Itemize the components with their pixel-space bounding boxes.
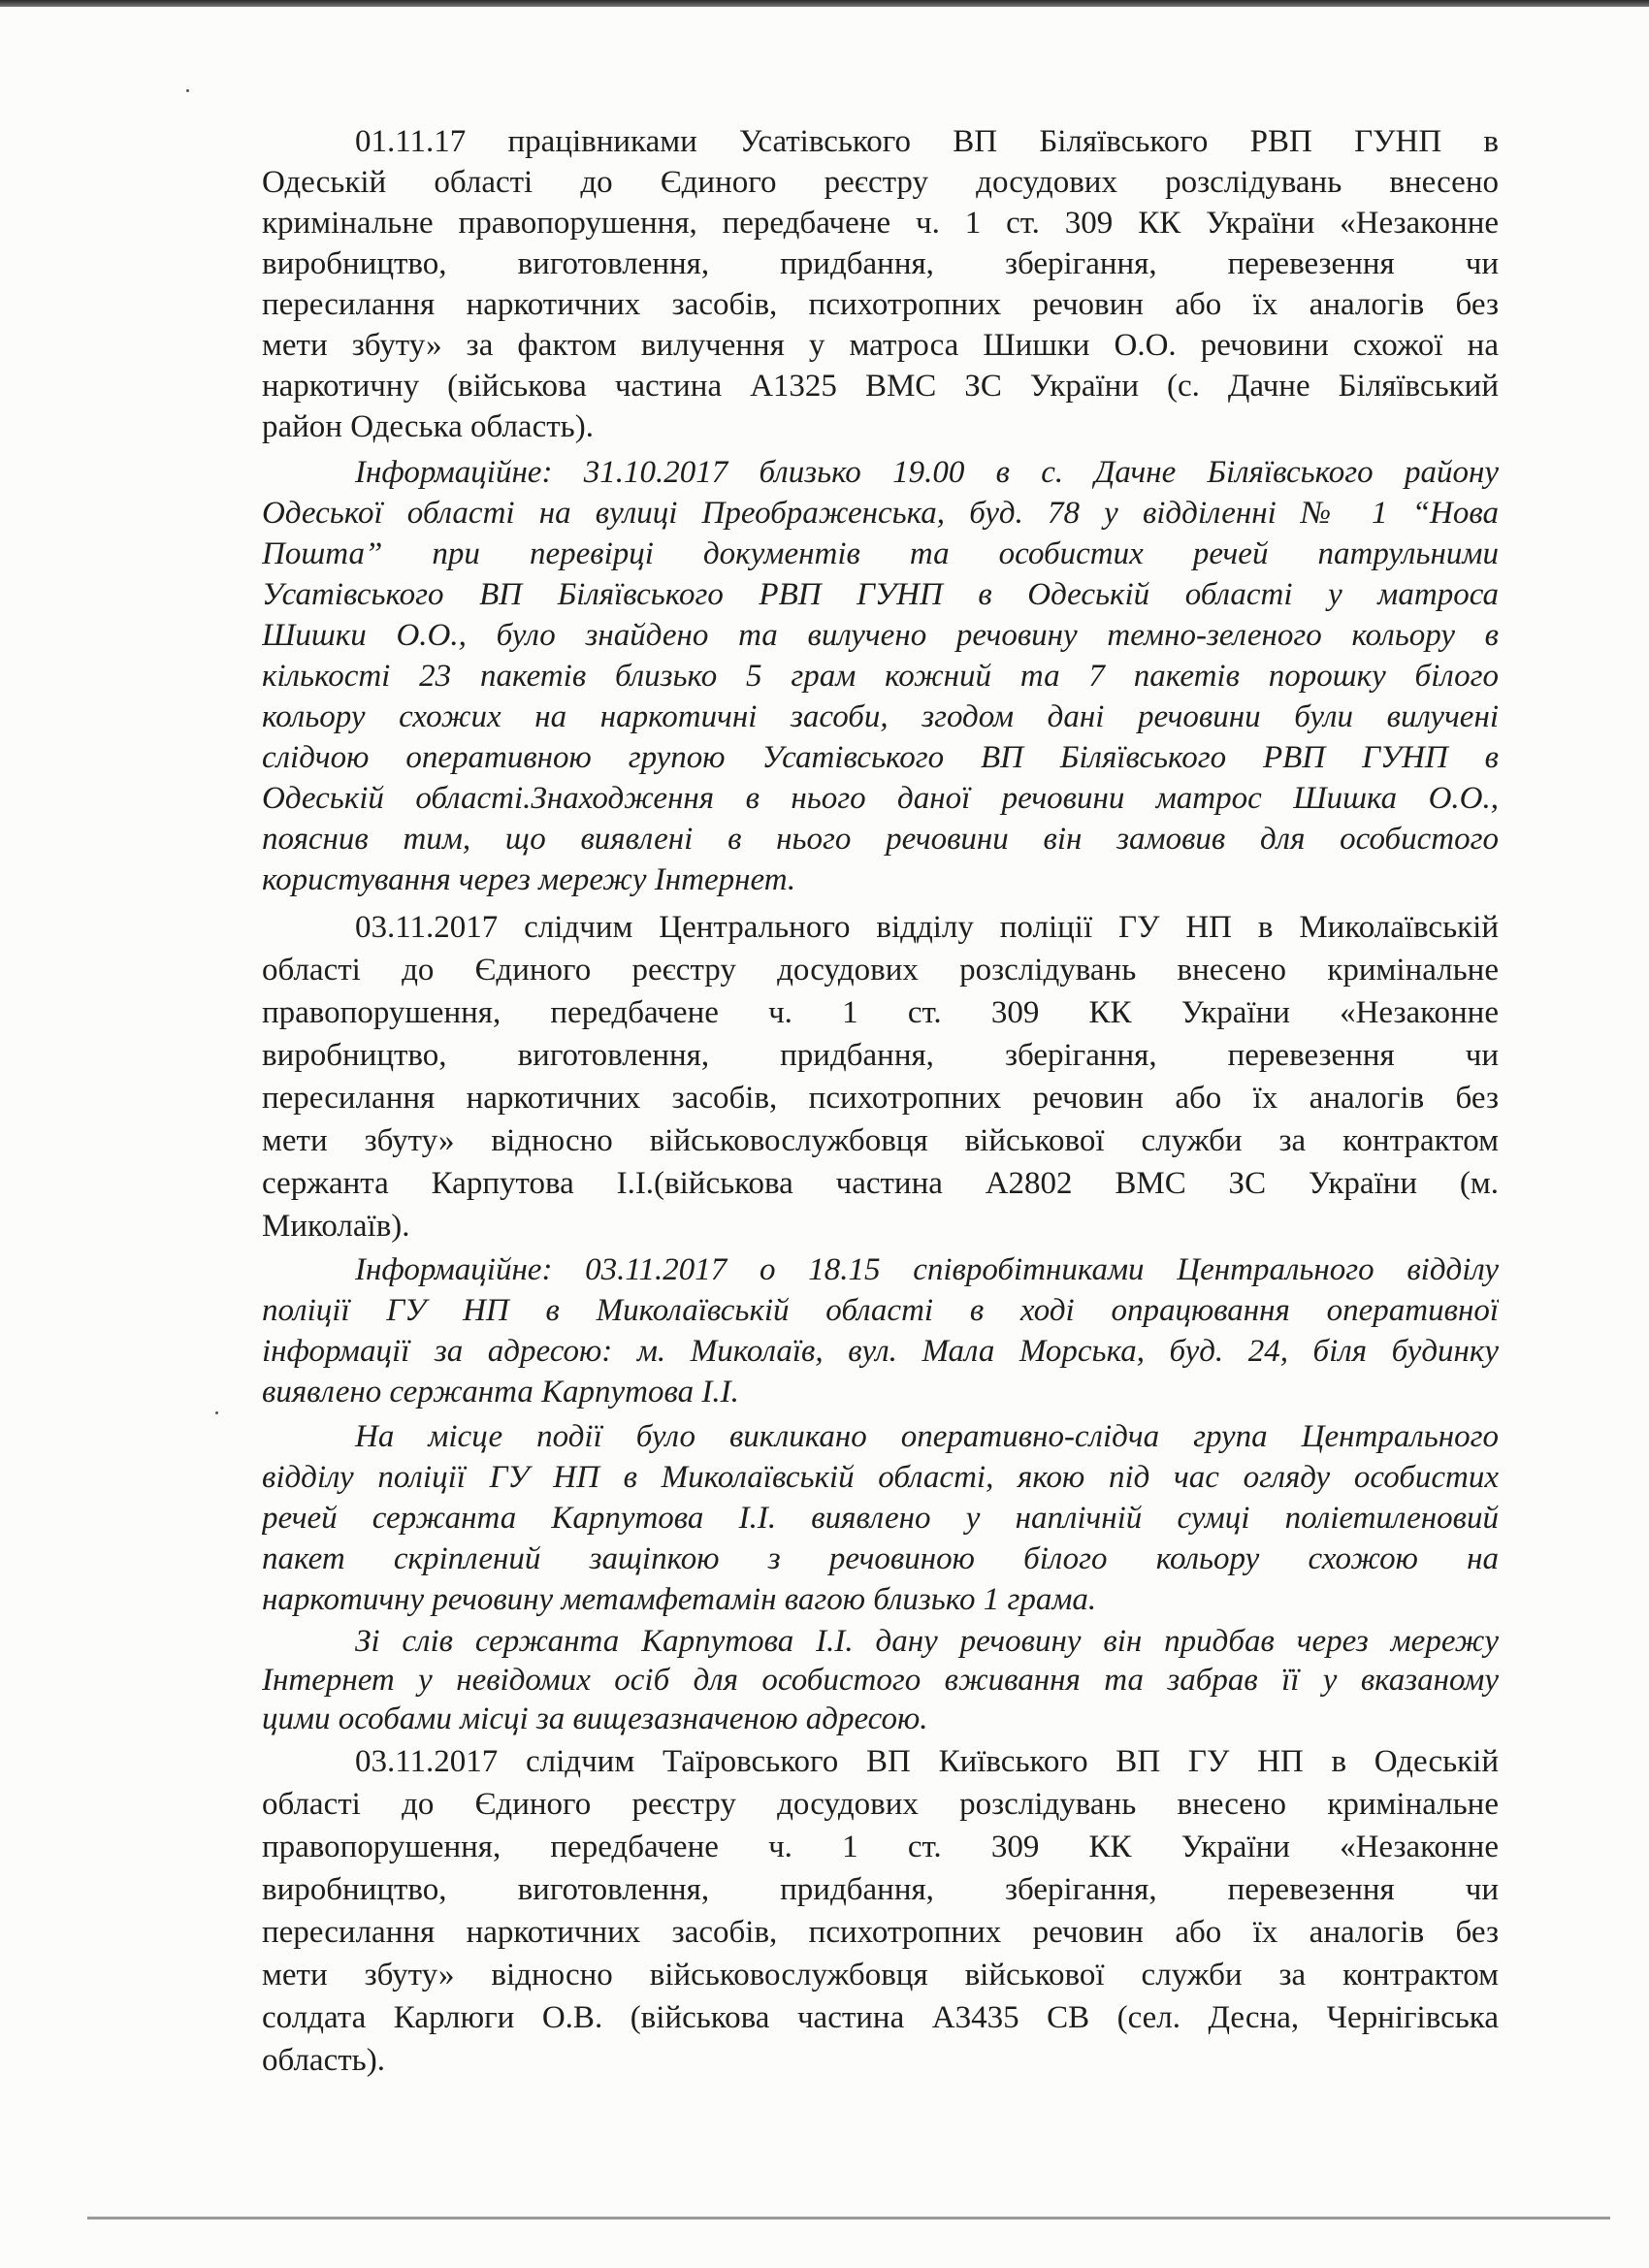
text-line: мети збуту» відносно військовослужбовця військової служби за контрактом <box>262 1958 1499 1993</box>
text-line: пересилання наркотичних засобів, психотропних речовин або їх аналогів без <box>262 1915 1499 1950</box>
text-line: речей сержанта Карпутова І.І. виявлено у наплічній сумці поліетиленовий <box>262 1501 1499 1536</box>
text-line: 01.11.17 працівниками Усатівського ВП Біляївського РВП ГУНП в <box>355 124 1499 159</box>
scan-speck <box>215 1411 218 1414</box>
text-line: слідчою оперативною групою Усатівського ВП Біляївського РВП ГУНП в <box>262 740 1499 775</box>
text-line: мети збуту» за фактом вилучення у матроса Шишки О.О. речовини схожої на <box>262 328 1499 363</box>
text-line: Інформаційне: 03.11.2017 о 18.15 співробітниками Центрального відділу <box>355 1252 1499 1287</box>
text-line: Одеської області на вулиці Преображенська, буд. 78 у відділенні № 1 “Нова <box>262 496 1499 531</box>
text-line: кримінальне правопорушення, передбачене ч. 1 ст. 309 КК України «Незаконне <box>262 206 1499 241</box>
text-line: область). <box>262 2043 385 2078</box>
text-line: Інтернет у невідомих осіб для особистого вживання та забрав її у вказаному <box>262 1663 1499 1698</box>
case-paragraph <box>262 1740 1499 2082</box>
text-line: 03.11.2017 слідчим Центрального відділу поліції ГУ НП в Миколаївській <box>355 910 1499 945</box>
text-line: поліції ГУ НП в Миколаївській області в ході опрацювання оперативної <box>262 1293 1499 1328</box>
text-line: наркотичну (військова частина А1325 ВМС ЗС України (с. Дачне Біляївський <box>262 369 1499 404</box>
info-paragraph <box>262 1622 1499 1738</box>
text-line: кількості 23 пакетів близько 5 грам кожний та 7 пакетів порошку білого <box>262 659 1499 694</box>
text-line: правопорушення, передбачене ч. 1 ст. 309 КК України «Незаконне <box>262 1830 1499 1864</box>
info-paragraph <box>262 1249 1499 1412</box>
text-line: пояснив тим, що виявлені в нього речовини він замовив для особистого <box>262 822 1499 857</box>
info-paragraph <box>262 452 1499 900</box>
text-line: області до Єдиного реєстру досудових розслідувань внесено кримінальне <box>262 1787 1499 1822</box>
text-line: Інформаційне: 31.10.2017 близько 19.00 в с. Дачне Біляївського району <box>355 455 1499 490</box>
text-line: Одеській області.Знаходження в нього даної речовини матрос Шишка О.О., <box>262 781 1499 816</box>
text-line: цими особами місці за вищезазначеною адресою. <box>262 1701 928 1736</box>
text-line: Одеській області до Єдиного реєстру досудових розслідувань внесено <box>262 165 1499 200</box>
text-line: кольору схожих на наркотичні засоби, згодом дані речовини були вилучені <box>262 699 1499 734</box>
text-line: інформації за адресою: м. Миколаїв, вул. Мала Морська, буд. 24, біля будинку <box>262 1334 1499 1369</box>
text-line: наркотичну речовину метамфетамін вагою близько 1 грама. <box>262 1582 1097 1617</box>
text-line: 03.11.2017 слідчим Таїровського ВП Київського ВП ГУ НП в Одеській <box>355 1744 1499 1779</box>
text-line: користування через мережу Інтернет. <box>262 862 796 897</box>
text-line: виробництво, виготовлення, придбання, зберігання, перевезення чи <box>262 1038 1499 1073</box>
text-line: солдата Карлюги О.В. (військова частина А3435 СВ (сел. Десна, Чернігівська <box>262 2000 1499 2035</box>
case-paragraph <box>262 906 1499 1247</box>
page-bottom-rule <box>87 2217 1610 2219</box>
text-line: виробництво, виготовлення, придбання, зберігання, перевезення чи <box>262 246 1499 281</box>
text-line: виробництво, виготовлення, придбання, зберігання, перевезення чи <box>262 1872 1499 1907</box>
text-line: виявлено сержанта Карпутова І.І. <box>262 1375 739 1409</box>
text-line: Шишки О.О., було знайдено та вилучено речовину темно-зеленого кольору в <box>262 618 1499 653</box>
text-line: мети збуту» відносно військовослужбовця військової служби за контрактом <box>262 1123 1499 1158</box>
text-line: Усатівського ВП Біляївського РВП ГУНП в Одеській області у матроса <box>262 577 1499 612</box>
text-line: відділу поліції ГУ НП в Миколаївській області, якою під час огляду особистих <box>262 1460 1499 1495</box>
text-line: правопорушення, передбачене ч. 1 ст. 309 КК України «Незаконне <box>262 995 1499 1030</box>
case-paragraph <box>262 121 1499 447</box>
text-line: Миколаїв). <box>262 1209 410 1244</box>
text-line: На місце події було викликано оперативно-слідча група Центрального <box>355 1419 1499 1454</box>
text-line: район Одеська область). <box>262 409 594 444</box>
text-line: Зі слів сержанта Карпутова І.І. дану речовину він придбав через мережу <box>355 1624 1499 1659</box>
scan-top-edge <box>0 0 1649 7</box>
text-line: пересилання наркотичних засобів, психотропних речовин або їх аналогів без <box>262 287 1499 322</box>
text-line: пакет скріплений защіпкою з речовиною білого кольору схожою на <box>262 1541 1499 1576</box>
text-line: Пошта” при перевірці документів та особистих речей патрульними <box>262 536 1499 571</box>
text-line: області до Єдиного реєстру досудових розслідувань внесено кримінальне <box>262 953 1499 988</box>
text-line: пересилання наркотичних засобів, психотропних речовин або їх аналогів без <box>262 1081 1499 1116</box>
text-line: сержанта Карпутова І.І.(військова частина А2802 ВМС ЗС України (м. <box>262 1166 1499 1201</box>
scan-speck <box>186 89 189 92</box>
info-paragraph <box>262 1416 1499 1620</box>
